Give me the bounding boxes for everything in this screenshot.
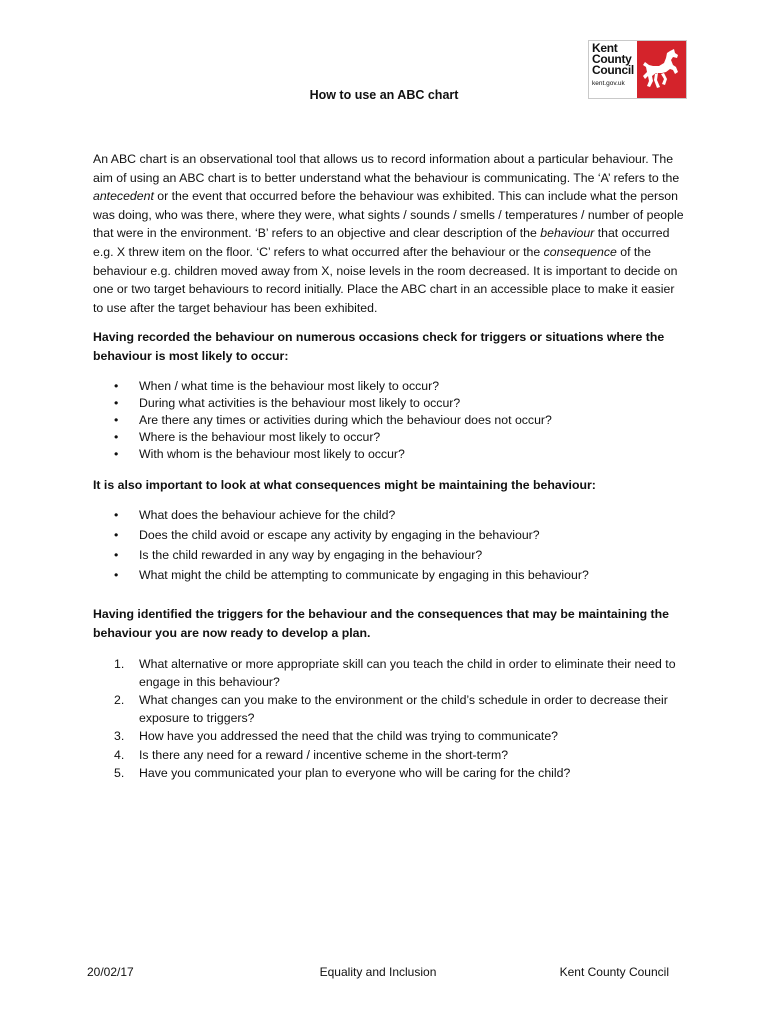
- list-item-text: What alternative or more appropriate skill can you teach the child in order to eliminate their need to engage in this behaviour?: [139, 656, 676, 689]
- bullet-icon: •: [114, 412, 119, 427]
- page-footer: [87, 965, 669, 981]
- list-item: [93, 412, 685, 429]
- step-number: 5.: [114, 765, 125, 780]
- list-item: [93, 727, 685, 745]
- intro-emphasis-consequence: consequence: [543, 244, 617, 259]
- list-item-text: Does the child avoid or escape any activity by engaging in the behaviour?: [139, 527, 540, 542]
- step-number: 2.: [114, 692, 125, 707]
- plan-steps-list: [93, 655, 685, 782]
- bullet-icon: •: [114, 395, 119, 410]
- footer-date: 20/02/17: [87, 965, 134, 979]
- intro-paragraph: [93, 150, 685, 317]
- bullet-icon: •: [114, 430, 119, 445]
- intro-emphasis-behaviour: behaviour: [540, 226, 595, 241]
- list-item-text: How have you addressed the need that the child was trying to communicate?: [139, 729, 559, 744]
- intro-text-3: that occurred e.g. X threw item on the floor. ‘C’ refers to what occurred after the behaviour or the: [93, 226, 670, 259]
- list-item-text: Where is the behaviour most likely to occur?: [139, 430, 381, 445]
- document-body: [93, 150, 685, 794]
- logo-line-3: Council: [592, 63, 634, 77]
- list-item: [93, 429, 685, 446]
- intro-text-4: of the behaviour e.g. children moved away from X, noise levels in the room decreased. It is important to decide on one or two target behaviours to record initially. Place the ABC chart in an accessible place to make it easier to use after the target behaviour has been exhibited.: [93, 244, 678, 315]
- bullet-icon: •: [114, 508, 119, 523]
- list-item-text: What does the behaviour achieve for the child?: [139, 508, 396, 523]
- document-title: How to use an ABC chart: [309, 88, 459, 102]
- list-item-text: Is the child rewarded in any way by engaging in the behaviour?: [139, 547, 483, 562]
- intro-emphasis-antecedent: antecedent: [93, 189, 154, 204]
- list-item: [93, 506, 685, 526]
- list-item-text: Are there any times or activities during which the behaviour does not occur?: [139, 412, 552, 427]
- step-number: 3.: [114, 729, 125, 744]
- intro-text-1: An ABC chart is an observational tool that allows us to record information about a particular behaviour. The aim of using an ABC chart is to better understand what the behaviour is communicating. The ‘A’ refers to the: [93, 152, 680, 185]
- logo-line-2: County: [592, 52, 632, 66]
- list-item-text: Is there any need for a reward / incentive scheme in the short-term?: [139, 747, 509, 762]
- consequences-list: [93, 506, 685, 585]
- step-number: 1.: [114, 656, 125, 671]
- list-item: [93, 691, 685, 727]
- list-item-text: When / what time is the behaviour most likely to occur?: [139, 378, 440, 393]
- list-item-text: Have you communicated your plan to everyone who will be caring for the child?: [139, 765, 571, 780]
- list-item: [93, 546, 685, 566]
- list-item-text: With whom is the behaviour most likely to occur?: [139, 447, 405, 462]
- list-item: [93, 764, 685, 782]
- bullet-icon: •: [114, 378, 119, 393]
- bullet-icon: •: [114, 447, 119, 462]
- list-item: [93, 395, 685, 412]
- list-item: [93, 655, 685, 691]
- logo-url: kent.gov.uk: [592, 80, 625, 87]
- triggers-list: [93, 378, 685, 464]
- list-item: [93, 446, 685, 463]
- list-item: [93, 526, 685, 546]
- intro-text-2: or the event that occurred before the behaviour was exhibited. This can include what the person was doing, who was there, where they were, what sights / sounds / smells / temperatures / number of people that were in the environment. ‘B’ refers to an objective and clear description of the: [93, 189, 684, 241]
- white-horse-icon: [640, 45, 684, 95]
- bullet-icon: •: [114, 547, 119, 562]
- bullet-icon: •: [114, 527, 119, 542]
- bullet-icon: •: [114, 567, 119, 582]
- section-consequences-heading: It is also important to look at what consequences might be maintaining the behaviour:: [93, 477, 596, 492]
- section-plan-heading: Having identified the triggers for the behaviour and the consequences that may be maintaining the behaviour you are now ready to develop a plan.: [93, 607, 669, 640]
- section-triggers-heading: Having recorded the behaviour on numerous occasions check for triggers or situations where the behaviour is most likely to occur:: [93, 330, 665, 363]
- footer-organisation: Kent County Council: [559, 965, 669, 979]
- list-item: [93, 566, 685, 586]
- logo-line-1: Kent: [592, 41, 618, 55]
- step-number: 4.: [114, 747, 125, 762]
- list-item-text: What might the child be attempting to communicate by engaging in this behaviour?: [139, 567, 589, 582]
- list-item-text: During what activities is the behaviour most likely to occur?: [139, 395, 461, 410]
- list-item-text: What changes can you make to the environment or the child’s schedule in order to decrease their exposure to triggers?: [139, 692, 668, 726]
- list-item: [93, 746, 685, 764]
- list-item: [93, 378, 685, 395]
- footer-department: Equality and Inclusion: [319, 965, 437, 979]
